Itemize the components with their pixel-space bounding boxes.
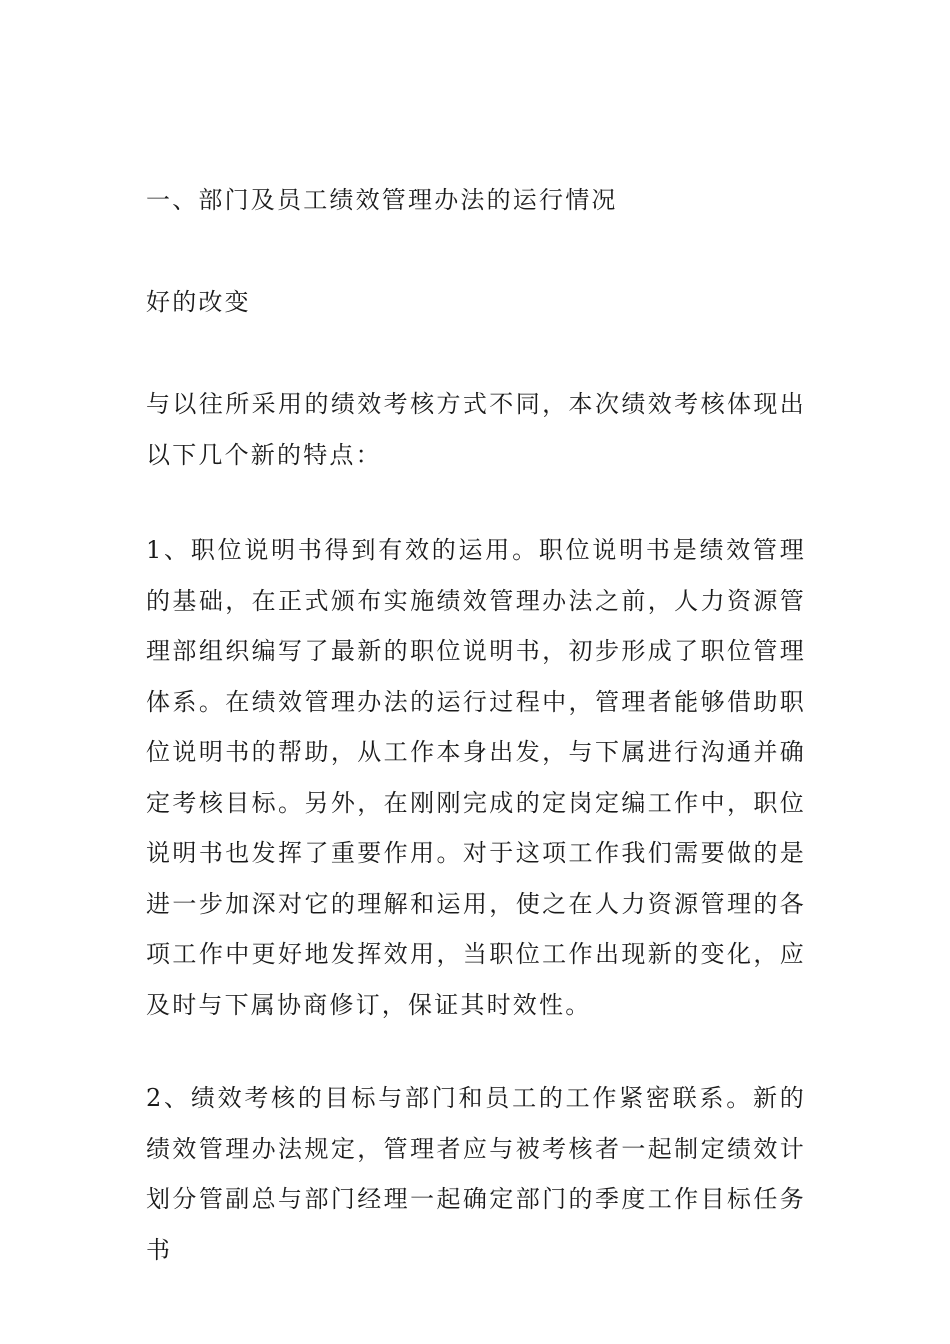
section-heading: 一、部门及员工绩效管理办法的运行情况 — [146, 186, 618, 214]
intro-paragraph: 与以往所采用的绩效考核方式不同，本次绩效考核体现出以下几个新的特点： — [146, 390, 806, 469]
point-1-paragraph: 1、职位说明书得到有效的运用。职位说明书是绩效管理的基础，在正式颁布实施绩效管理办法之前，人力资源管理部组织编写了最新的职位说明书，初步形成了职位管理体系。在绩效管理办法的运行过程中，管理者能够借助职位说明书的帮助，从工作本身出发，与下属进行沟通并确定考核目标。另外，在刚刚完成的定岗定编工作中，职位说明书也发挥了重要作用。对于这项工作我们需要做的是进一步加深对它的理解和运用，使之在人力资源管理的各项工作中更好地发挥效用，当职位工作出现新的变化，应及时与下属协商修订，保证其时效性。 — [146, 536, 806, 1019]
point-2-paragraph: 2、绩效考核的目标与部门和员工的工作紧密联系。新的绩效管理办法规定，管理者应与被考核者一起制定绩效计划分管副总与部门经理一起确定部门的季度工作目标任务书 — [146, 1084, 806, 1264]
subheading: 好的改变 — [146, 288, 251, 316]
